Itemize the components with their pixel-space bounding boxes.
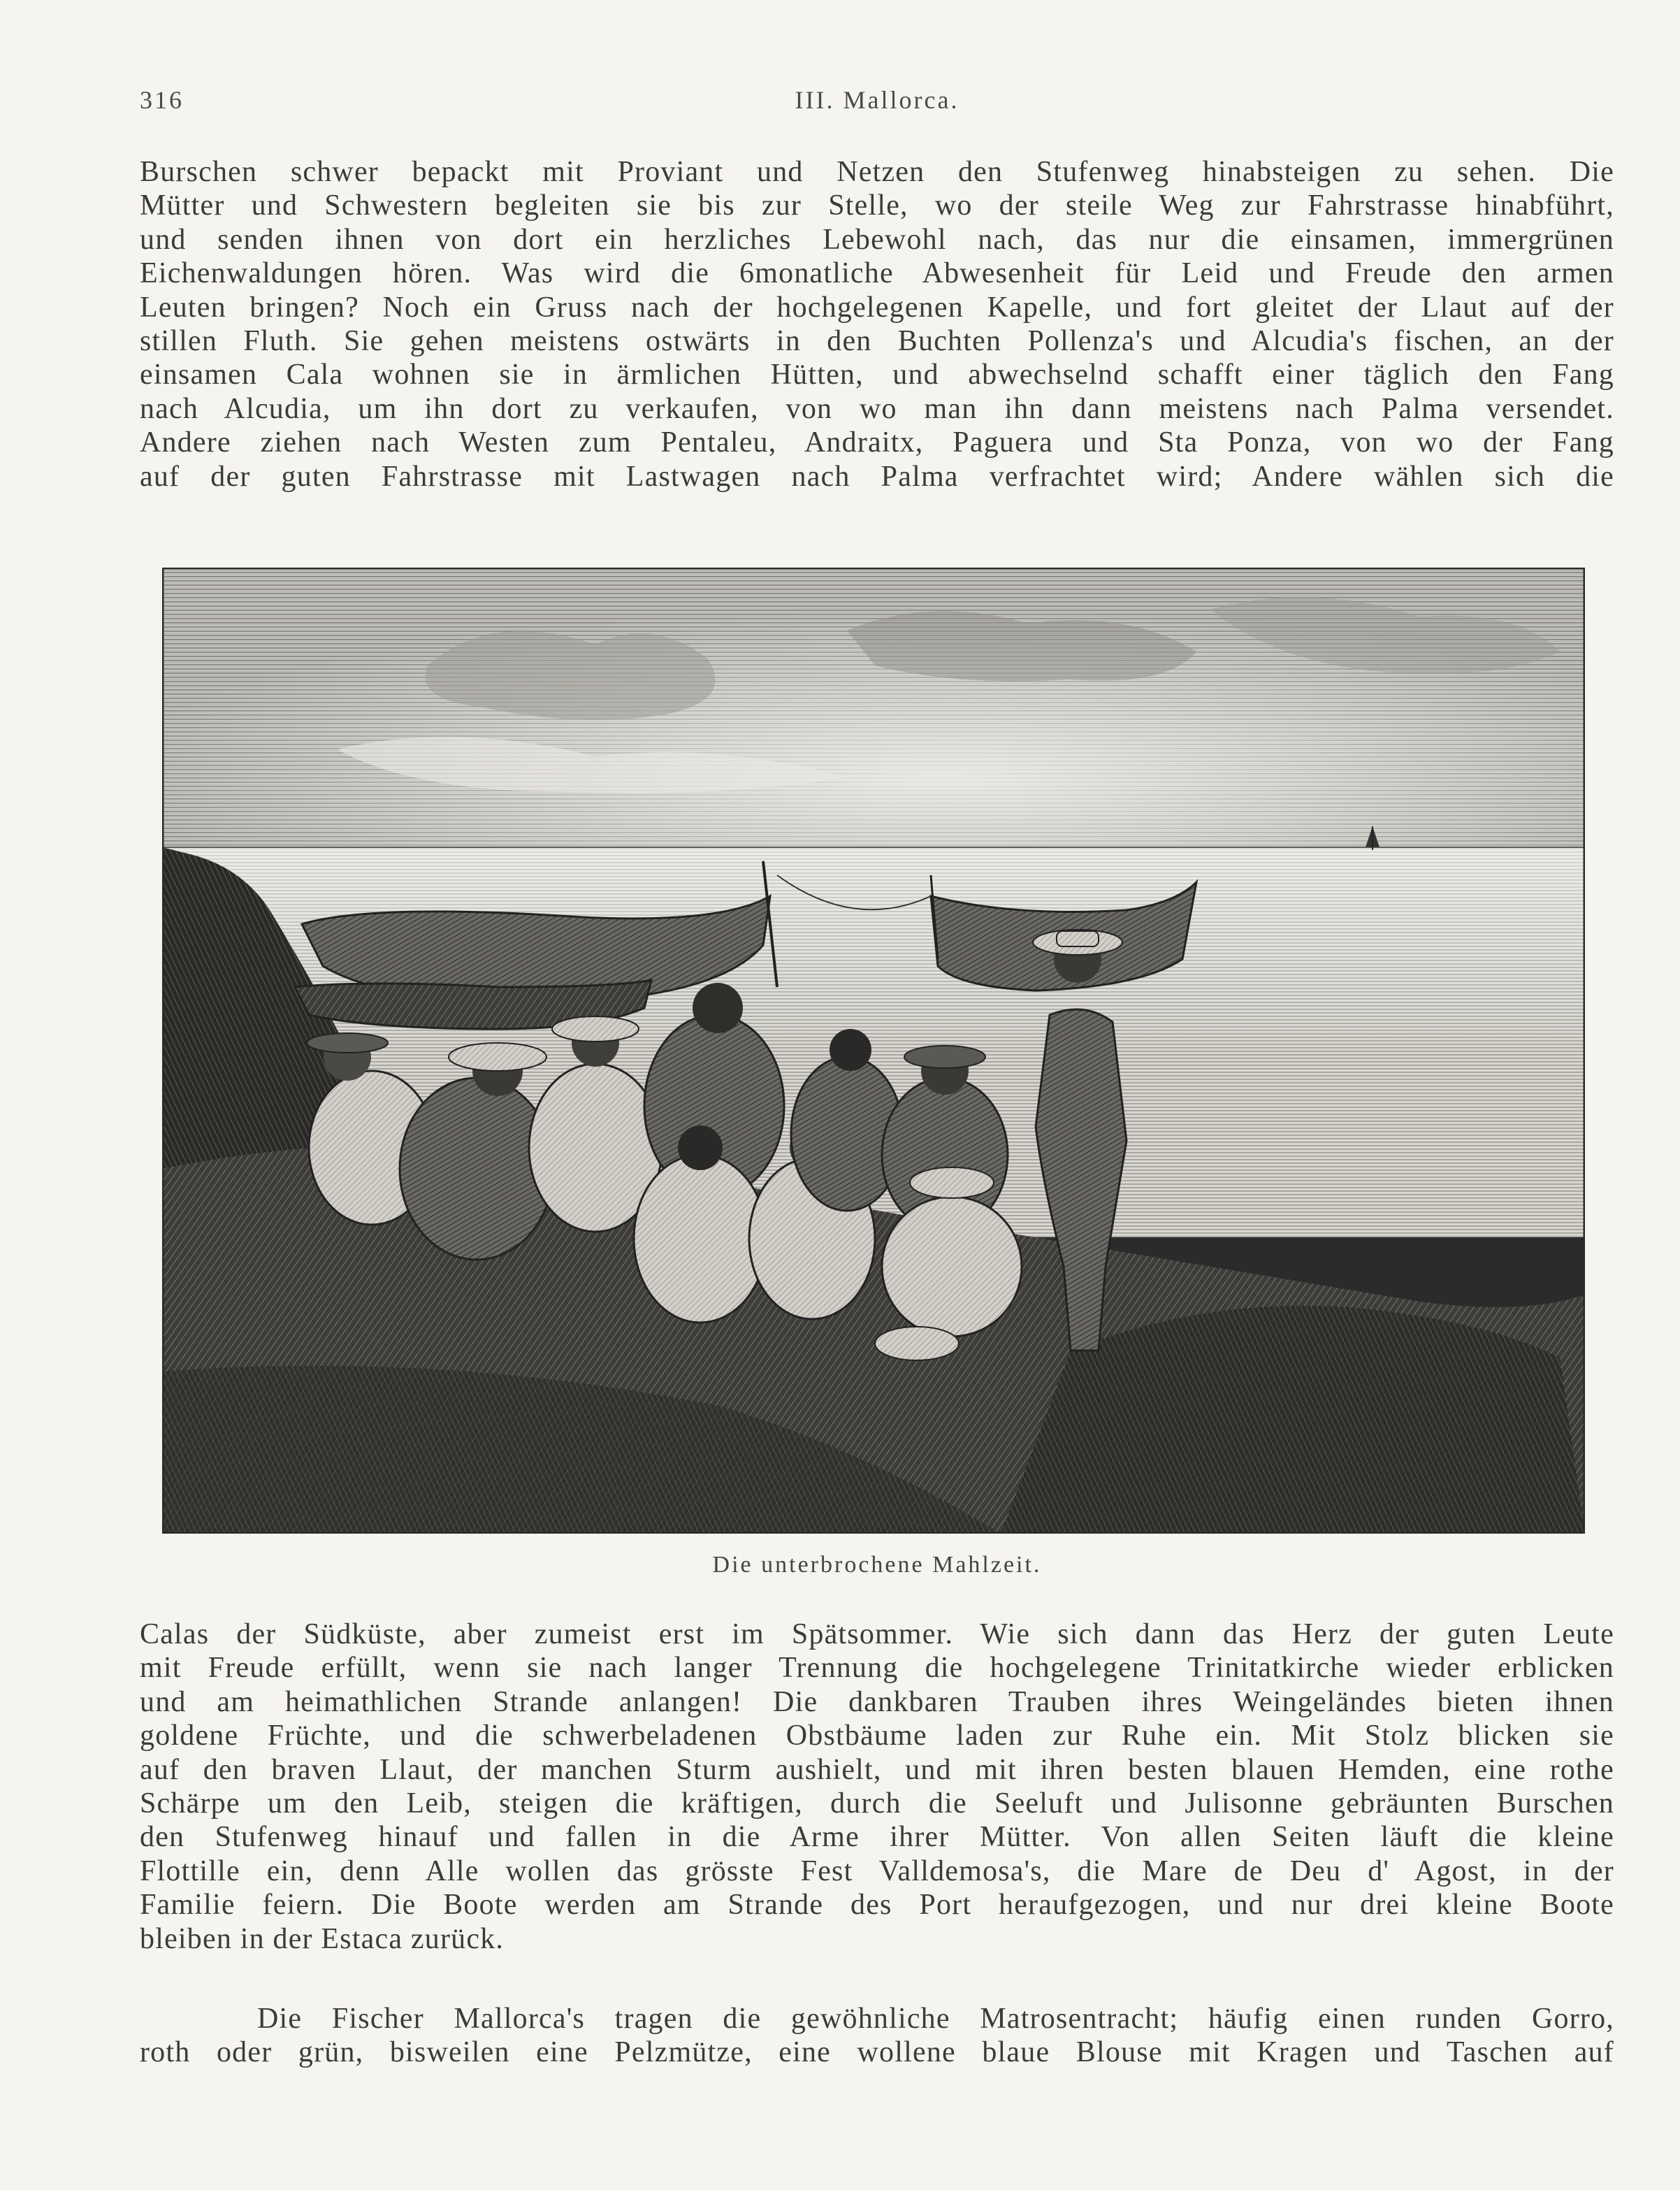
- text-line: einsamen Cala wohnen sie in ärmlichen Hütten, und abwechselnd schafft einer täglich den Fang: [140, 359, 1614, 391]
- text-line: Calas der Südküste, aber zumeist erst im Spätsommer. Wie sich dann das Herz der guten Leute: [140, 1618, 1614, 1650]
- text-line: Mütter und Schwestern begleiten sie bis zur Stelle, wo der steile Weg zur Fahrstrasse hinabführt,: [140, 189, 1614, 222]
- section-title: III. Mallorca.: [795, 86, 960, 114]
- page-number: 316: [140, 86, 184, 114]
- text-line: Flottille ein, denn Alle wollen das grösste Fest Valldemosa's, die Mare de Deu d' Agost, in der: [140, 1854, 1614, 1887]
- text-line: Leuten bringen? Noch ein Gruss nach der hochgelegenen Kapelle, und fort gleitet der Llaut auf der: [140, 291, 1614, 324]
- text-line: und senden ihnen von dort ein herzliches Lebewohl nach, das nur die einsamen, immergrünen: [140, 223, 1614, 256]
- text-line: roth oder grün, bisweilen eine Pelzmütze, eine wollene blaue Blouse mit Kragen und Taschen auf: [140, 2036, 1614, 2069]
- text-line: Familie feiern. Die Boote werden am Strande des Port heraufgezogen, und nur drei kleine Boote: [140, 1889, 1614, 1922]
- text-line: Schärpe um den Leib, steigen die kräftigen, durch die Seeluft und Julisonne gebräunten Burschen: [140, 1787, 1614, 1820]
- paragraph-2: [140, 1618, 1614, 1956]
- paragraph-1: [140, 155, 1614, 494]
- text-line: goldene Früchte, und die schwerbeladenen Obstbäume laden zur Ruhe ein. Mit Stolz blicken sie: [140, 1720, 1614, 1752]
- text-line: bleiben in der Estaca zurück.: [140, 1922, 505, 1955]
- text-line: Eichenwaldungen hören. Was wird die 6monatliche Abwesenheit für Leid und Freude den armen: [140, 257, 1614, 290]
- engraving-illustration: [162, 568, 1585, 1534]
- text-line: mit Freude erfüllt, wenn sie nach langer Trennung die hochgelegene Trinitatkirche wieder erblicken: [140, 1652, 1614, 1685]
- text-line: stillen Fluth. Sie gehen meistens ostwärts in den Buchten Pollenza's und Alcudia's fischen, an der: [140, 324, 1614, 357]
- text-line: Die Fischer Mallorca's tragen die gewöhnliche Matrosentracht; häufig einen runden Gorro,: [257, 2003, 1614, 2035]
- illustration-caption: Die unterbrochene Mahlzeit.: [712, 1552, 1042, 1578]
- text-line: Andere ziehen nach Westen zum Pentaleu, Andraitx, Paguera und Sta Ponza, von wo der Fang: [140, 426, 1614, 459]
- text-line: auf den braven Llaut, der manchen Sturm aushielt, und mit ihren besten blauen Hemden, eine rothe: [140, 1753, 1614, 1786]
- text-line: auf der guten Fahrstrasse mit Lastwagen nach Palma verfrachtet wird; Andere wählen sich die: [140, 460, 1614, 493]
- text-line: Burschen schwer bepackt mit Proviant und Netzen den Stufenweg hinabsteigen zu sehen. Die: [140, 156, 1614, 188]
- text-line: und am heimathlichen Strande anlangen! Die dankbaren Trauben ihres Weingeländes bieten ihnen: [140, 1685, 1614, 1718]
- text-line: den Stufenweg hinauf und fallen in die Arme ihrer Mütter. Von allen Seiten läuft die kleine: [140, 1821, 1614, 1854]
- text-line: nach Alcudia, um ihn dort zu verkaufen, von wo man ihn dann meistens nach Palma versendet.: [140, 392, 1614, 425]
- running-head: [140, 85, 1614, 120]
- paragraph-3: [140, 2002, 1614, 2070]
